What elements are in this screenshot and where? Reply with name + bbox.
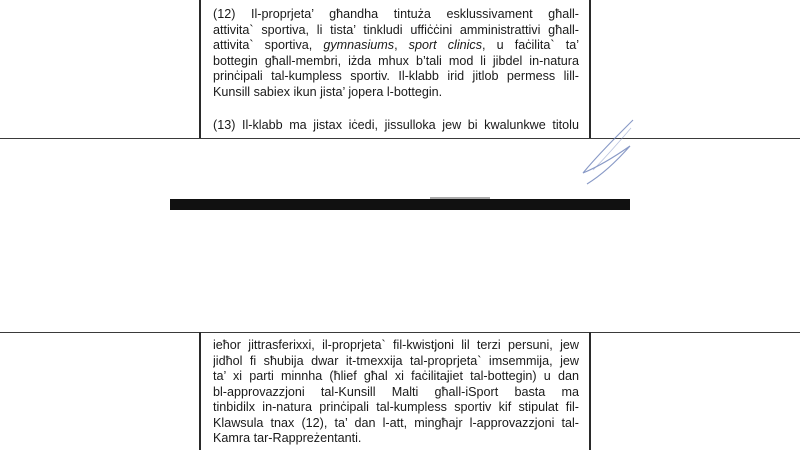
text-line: attivita` sportiva, gymnasiums, sport clinics, u faċilita` ta’ <box>213 38 579 52</box>
text-line: ta’ xi parti minnha (ħlief għal xi faċilitajiet tal-bottegin) u dan <box>213 369 579 383</box>
text-line: Kunsill sabiex ikun jista’ jopera l-bottegin. <box>213 84 443 99</box>
paragraph-12 <box>213 7 579 100</box>
page-edge-line <box>0 138 800 139</box>
redaction-bar <box>170 199 630 210</box>
text-line: (12) Il-proprjeta’ għandha tintuża esklussivament għall- <box>213 7 579 21</box>
text-line: tinbidilx in-natura prinċipali tal-kumpless sportiv kif stipulat fil- <box>213 400 579 414</box>
text-line: Kamra tar-Rappreżentanti. <box>213 431 362 445</box>
text-line: bottegin għall-membri, iżda mhux b’tali mod li jibdel in-natura <box>213 53 579 68</box>
text-line: attivita` sportiva, li tista’ tinkludi uffiċċini amministrattivi għall- <box>213 22 579 37</box>
paragraph-13 <box>213 118 579 134</box>
text-line: prinċipali tal-kumpless sportiv. Il-klabb irid jitlob permess lill- <box>213 69 579 83</box>
text-line: bl-approvazzjoni tal-Kunsill Malti għall-iSport basta ma <box>213 384 579 399</box>
signature-mark <box>575 118 635 188</box>
document-page-bottom <box>199 332 591 450</box>
text-line: ieħor jittrasferixxi, il-proprjeta` fil-kwistjoni lil terzi persuni, jew <box>213 338 579 352</box>
text-line: (13) Il-klabb ma jistax iċedi, jissulloka jew bi kwalunkwe titolu <box>213 118 579 132</box>
document-page-top <box>199 0 591 138</box>
paragraph-13-continued <box>213 338 579 447</box>
text-line: Klawsula tnax (12), ta’ dan l-att, mingħajr l-approvazzjoni tal- <box>213 415 579 430</box>
text-line: jidħol fi sħubija dwar it-tmexxija tal-proprjeta` imsemmija, jew <box>213 353 579 368</box>
